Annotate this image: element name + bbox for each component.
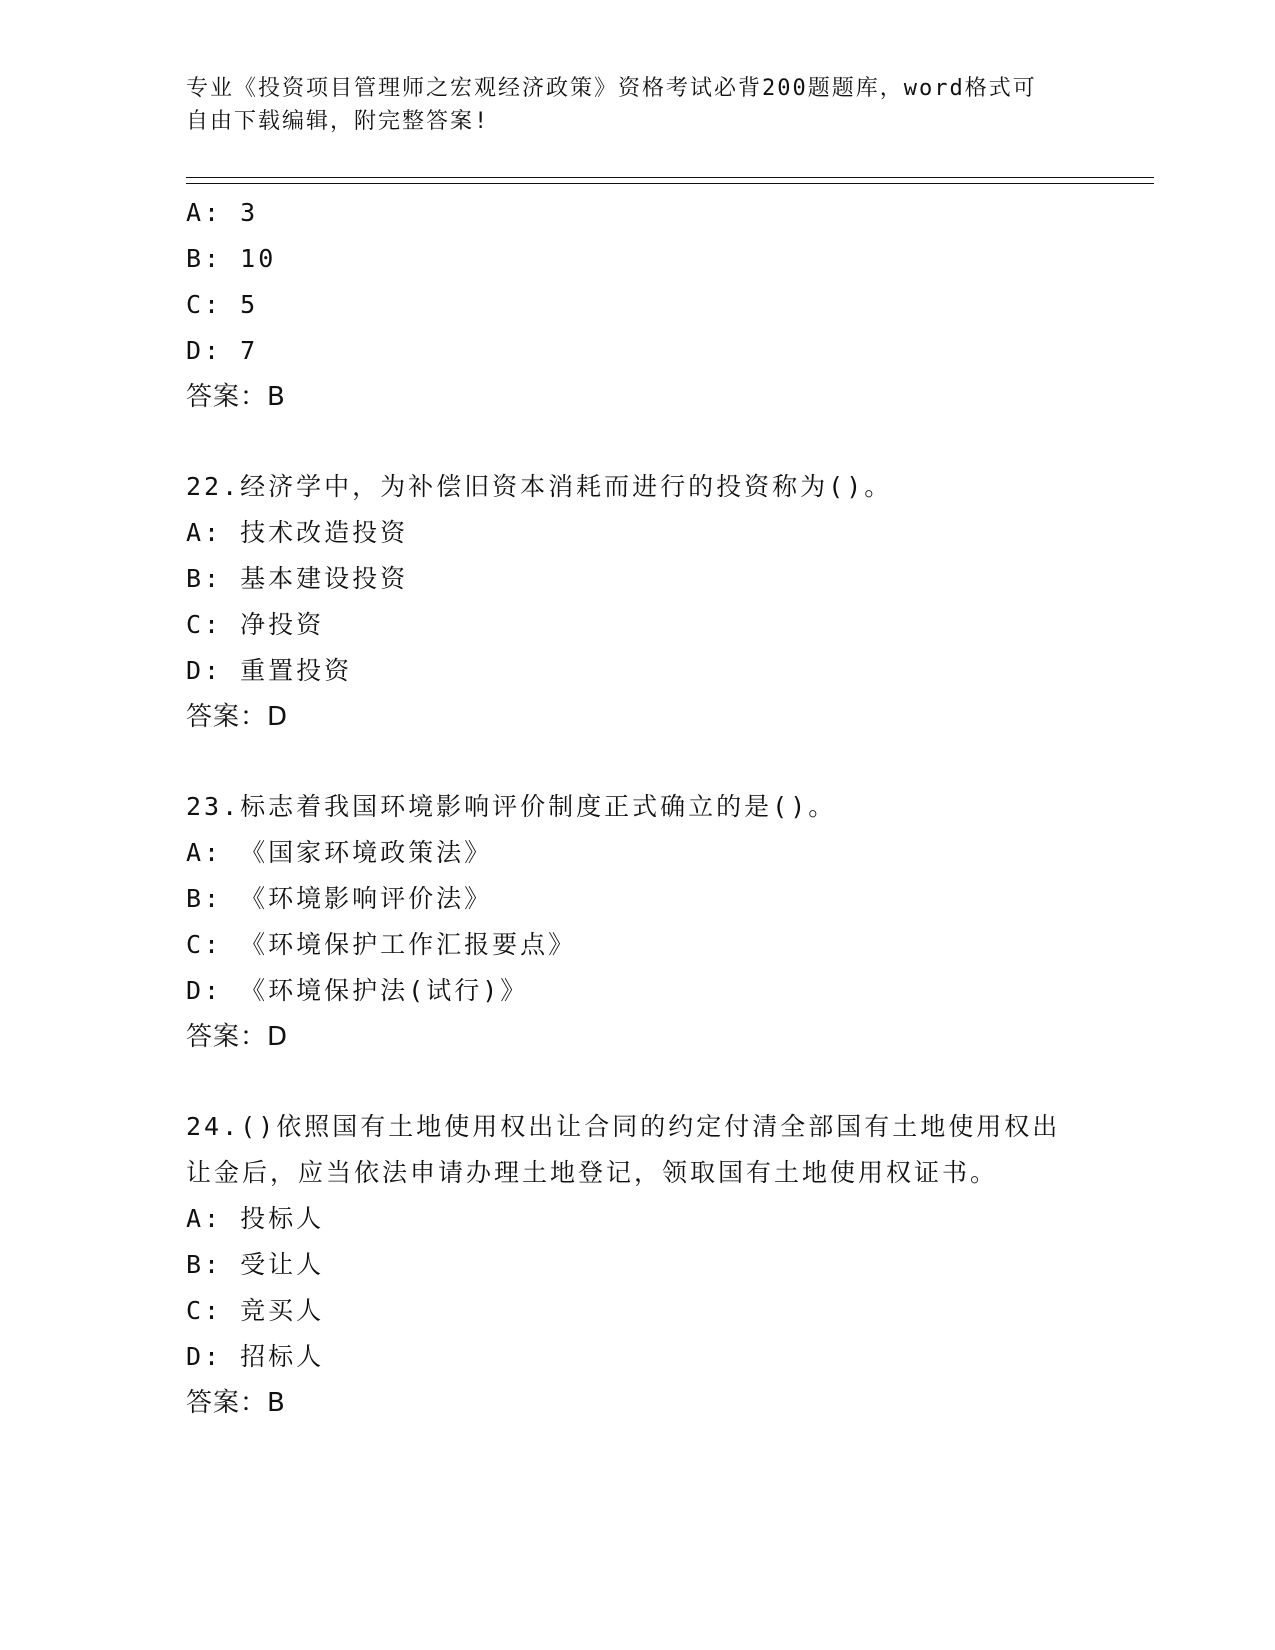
question-list	[186, 190, 1086, 1426]
option-c: C: 5	[186, 290, 259, 319]
option-b: B: 《环境影响评价法》	[186, 884, 493, 913]
header-line-1: 专业《投资项目管理师之宏观经济政策》资格考试必背200题题库，word格式可	[186, 76, 1037, 101]
header-rule-bottom	[186, 183, 1154, 184]
option-a: A: 投标人	[186, 1204, 325, 1233]
question-stem-line-1: 24.()依照国有土地使用权出让合同的约定付清全部国有土地使用权出	[186, 1112, 1061, 1141]
header-line-2: 自由下载编辑，附完整答案!	[186, 109, 490, 134]
option-d: D: 《环境保护法(试行)》	[186, 976, 529, 1005]
question-stem-line-2: 让金后，应当依法申请办理土地登记，领取国有土地使用权证书。	[186, 1158, 999, 1187]
question-21-partial	[186, 190, 1086, 420]
option-c: C: 竞买人	[186, 1296, 325, 1325]
answer-line: 答案：D	[186, 702, 289, 732]
header-rule-top	[186, 177, 1154, 178]
option-b: B: 受让人	[186, 1250, 325, 1279]
option-c: C: 《环境保护工作汇报要点》	[186, 930, 577, 959]
option-b: B: 基本建设投资	[186, 564, 409, 593]
option-a: A: 3	[186, 198, 259, 227]
option-d: D: 重置投资	[186, 656, 353, 685]
option-b: B: 10	[186, 244, 277, 273]
answer-line: 答案：D	[186, 1022, 289, 1052]
option-d: D: 招标人	[186, 1342, 325, 1371]
option-c: C: 净投资	[186, 610, 325, 639]
question-23	[186, 784, 1086, 1060]
option-a: A: 《国家环境政策法》	[186, 838, 493, 867]
question-22	[186, 464, 1086, 740]
question-stem: 23.标志着我国环境影响评价制度正式确立的是()。	[186, 792, 837, 821]
question-24	[186, 1104, 1086, 1426]
document-header	[186, 72, 1086, 138]
option-d: D: 7	[186, 336, 259, 365]
answer-line: 答案：B	[186, 1388, 286, 1418]
option-a: A: 技术改造投资	[186, 518, 409, 547]
answer-line: 答案：B	[186, 382, 286, 412]
question-stem: 22.经济学中，为补偿旧资本消耗而进行的投资称为()。	[186, 472, 893, 501]
